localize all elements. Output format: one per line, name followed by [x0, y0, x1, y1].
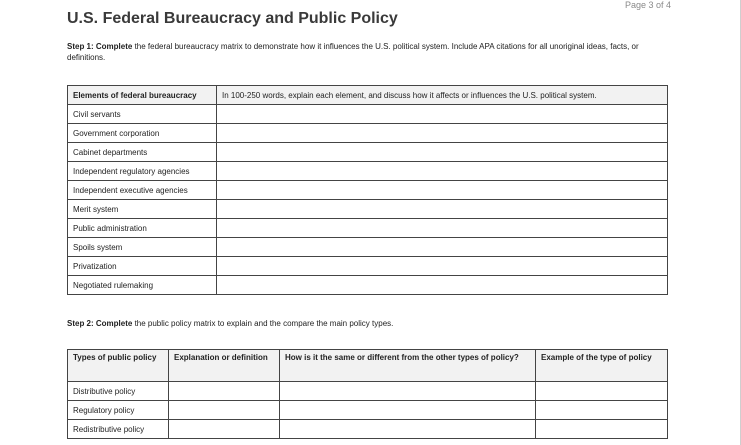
table-row — [68, 219, 668, 238]
table-row — [68, 124, 668, 143]
step1-label: Step 1: Complete — [67, 42, 133, 51]
element-cell: Civil servants — [68, 105, 217, 124]
table-row — [68, 401, 668, 420]
element-cell: Public administration — [68, 219, 217, 238]
table-row — [68, 105, 668, 124]
table-row — [68, 162, 668, 181]
element-cell: Cabinet departments — [68, 143, 217, 162]
element-cell: Independent regulatory agencies — [68, 162, 217, 181]
element-cell: Negotiated rulemaking — [68, 276, 217, 295]
policy-type-cell: Distributive policy — [68, 382, 169, 401]
column-header: Elements of federal bureaucracy — [68, 86, 217, 105]
step2-label: Step 2: Complete — [67, 319, 133, 328]
column-header: Example of the type of policy — [536, 350, 668, 382]
table-row — [68, 181, 668, 200]
step2-text: the public policy matrix to explain and the compare the main policy types. — [132, 319, 394, 328]
answer-cell[interactable] — [536, 401, 668, 420]
column-header: Types of public policy — [68, 350, 169, 382]
column-header: How is it the same or different from the other types of policy? — [280, 350, 536, 382]
policy-matrix — [67, 349, 668, 439]
table-header-row — [68, 86, 668, 105]
table-row — [68, 238, 668, 257]
policy-type-cell: Redistributive policy — [68, 420, 169, 439]
answer-cell[interactable] — [280, 401, 536, 420]
answer-cell[interactable] — [280, 382, 536, 401]
answer-cell[interactable] — [169, 420, 280, 439]
answer-cell[interactable] — [217, 200, 668, 219]
step1-text: the federal bureaucracy matrix to demonstrate how it influences the U.S. political system. Include APA citations for all unoriginal ideas, facts, or definitions. — [67, 42, 639, 62]
answer-cell[interactable] — [280, 420, 536, 439]
document-title: U.S. Federal Bureaucracy and Public Policy — [67, 10, 398, 27]
table-row — [68, 382, 668, 401]
answer-cell[interactable] — [217, 257, 668, 276]
element-cell: Independent executive agencies — [68, 181, 217, 200]
element-cell: Government corporation — [68, 124, 217, 143]
column-header: Explanation or definition — [169, 350, 280, 382]
table-header-row — [68, 350, 668, 382]
step1-instructions — [67, 41, 657, 63]
bureaucracy-matrix — [67, 85, 668, 295]
step2-instructions — [67, 318, 667, 329]
page-number: Page 3 of 4 — [624, 0, 671, 10]
table-row — [68, 143, 668, 162]
element-cell: Privatization — [68, 257, 217, 276]
answer-cell[interactable] — [217, 143, 668, 162]
element-cell: Spoils system — [68, 238, 217, 257]
answer-cell[interactable] — [217, 276, 668, 295]
answer-cell[interactable] — [217, 162, 668, 181]
table-row — [68, 276, 668, 295]
element-cell: Merit system — [68, 200, 217, 219]
answer-cell[interactable] — [217, 238, 668, 257]
table-row — [68, 257, 668, 276]
answer-cell[interactable] — [536, 420, 668, 439]
answer-cell[interactable] — [217, 124, 668, 143]
policy-type-cell: Regulatory policy — [68, 401, 169, 420]
answer-cell[interactable] — [169, 401, 280, 420]
column-header: In 100-250 words, explain each element, and discuss how it affects or influences the U.S. political system. — [217, 86, 668, 105]
table-row — [68, 420, 668, 439]
answer-cell[interactable] — [536, 382, 668, 401]
answer-cell[interactable] — [217, 219, 668, 238]
table-row — [68, 200, 668, 219]
answer-cell[interactable] — [217, 105, 668, 124]
answer-cell[interactable] — [169, 382, 280, 401]
answer-cell[interactable] — [217, 181, 668, 200]
